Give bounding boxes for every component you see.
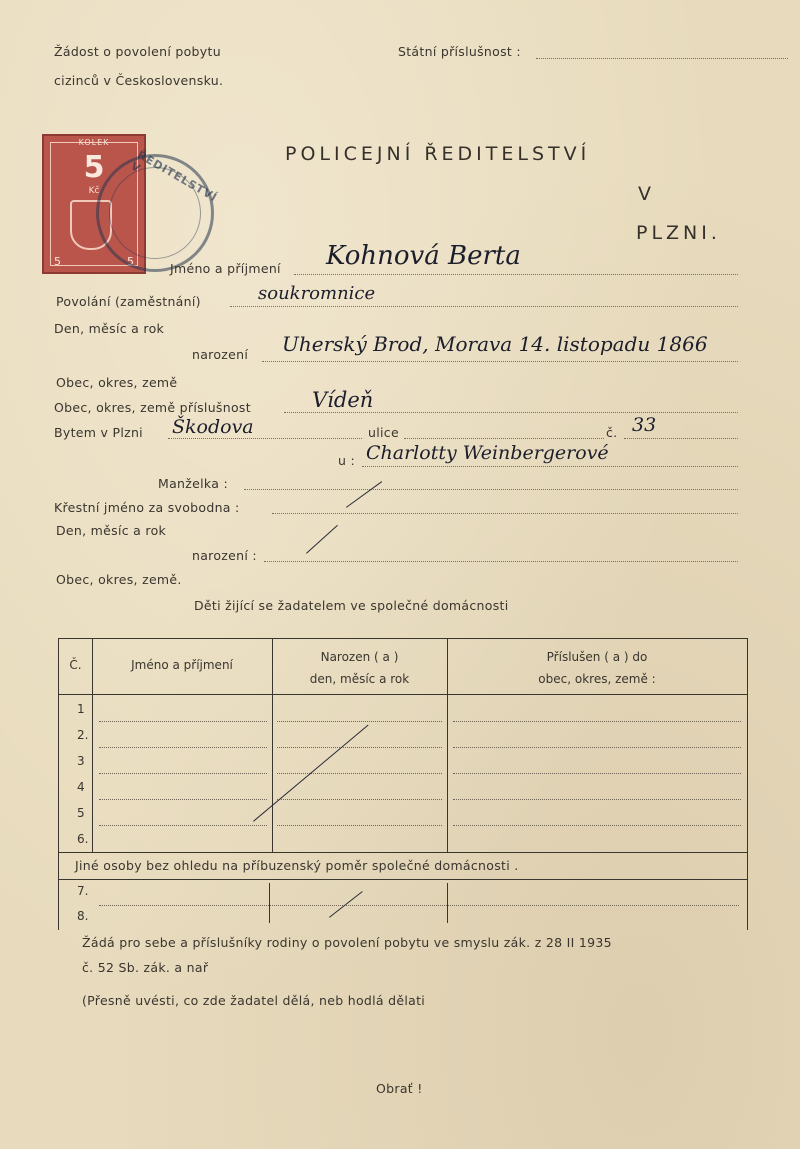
stamp-unit: Kč [88, 186, 100, 196]
stamp-corner-right: 5 [127, 255, 134, 268]
birth-label-line1: Den, měsíc a rok [54, 321, 165, 336]
citizenship-line [536, 58, 788, 59]
number-line [624, 438, 738, 439]
birth-line [262, 361, 738, 362]
others-divider-born [447, 883, 448, 923]
wife-label: Manželka : [158, 476, 228, 491]
home-value: Vídeň [312, 388, 374, 412]
table-row-line [99, 825, 267, 826]
home-line [284, 412, 738, 413]
residence-value: Škodova [172, 416, 254, 438]
header-rule [59, 694, 747, 695]
authority-title-city: PLZNI. [636, 222, 721, 244]
wife-birth-label-line2: narození : [192, 548, 257, 563]
table-row-line [277, 747, 442, 748]
col-header-born-line2: den, měsíc a rok [309, 672, 410, 686]
col-header-no: Č. [69, 658, 82, 672]
residence-label: Bytem v Plzni [54, 425, 143, 440]
table-row-line [277, 721, 442, 722]
table-row-line [99, 905, 739, 906]
table-row-line [277, 773, 442, 774]
home-label: Obec, okres, země příslušnost [54, 400, 251, 415]
birth-label-line2: narození [192, 347, 249, 362]
maiden-strike [346, 481, 382, 508]
col-header-born-line1: Narozen ( a ) [320, 650, 399, 664]
occupation-label: Povolání (zaměstnání) [56, 294, 201, 309]
col-header-home-line1: Příslušen ( a ) do [546, 650, 648, 664]
occupation-note: (Přesně uvésti, co zde žadatel dělá, neb hodlá dělati [82, 993, 426, 1008]
form-title-line2: cizinců v Československu. [54, 73, 224, 88]
occupation-line [230, 306, 738, 307]
birth-value: Uherský Brod, Morava 14. listopadu 1866 [282, 332, 708, 356]
children-table [58, 638, 748, 930]
street-line [404, 438, 604, 439]
seal-text: ŘEDITELSTVÍ V [128, 148, 220, 205]
form-title-line1: Žádost o povolení pobytu [54, 44, 221, 59]
stamp-top-text: KOLEK [78, 138, 110, 147]
table-row-number-8: 8. [77, 909, 89, 923]
table-row-line [453, 825, 741, 826]
table-row-line [453, 747, 741, 748]
at-line [362, 466, 738, 467]
citizenship-label: Státní příslušnost : [398, 44, 521, 59]
stamp-value: 5 [83, 150, 105, 185]
table-row-number-3: 3 [77, 754, 85, 768]
table-row-number-6: 6. [77, 832, 89, 846]
birth-place-label: Obec, okres, země [56, 375, 178, 390]
others-heading: Jiné osoby bez ohledu na příbuzenský poměr společné domácnosti . [75, 858, 519, 873]
table-row-line [453, 799, 741, 800]
maiden-label: Křestní jméno za svobodna : [54, 500, 240, 515]
number-value: 33 [632, 414, 657, 436]
table-row-number-4: 4 [77, 780, 85, 794]
number-label: č. [606, 425, 618, 440]
wife-place-label: Obec, okres, země. [56, 572, 182, 587]
table-row-number-5: 5 [77, 806, 85, 820]
table-row-line [453, 773, 741, 774]
official-seal [96, 148, 220, 272]
turn-over-note: Obrať ! [376, 1081, 423, 1096]
wife-birth-label-line1: Den, měsíc a rok [56, 523, 167, 538]
others-divider-name [269, 883, 270, 923]
col-header-home-line2: obec, okres, země : [538, 672, 656, 686]
wife-birth-strike [306, 525, 338, 554]
request-line1: Žádá pro sebe a příslušníky rodiny o povolení pobytu ve smyslu zák. z 28 II 1935 [82, 935, 612, 950]
authority-title-v: V [638, 183, 655, 205]
request-line2: č. 52 Sb. zák. a nař [82, 960, 209, 975]
table-row-number-2: 2. [77, 728, 89, 742]
table-row-line [99, 773, 267, 774]
table-row-number-7: 7. [77, 884, 89, 898]
residence-line [168, 438, 362, 439]
others-rule-top [59, 852, 747, 853]
name-value: Kohnová Berta [326, 241, 521, 271]
col-header-name: Jméno a příjmení [131, 658, 233, 672]
authority-title: POLICEJNÍ ŘEDITELSTVÍ [285, 143, 591, 165]
table-row-line [99, 799, 267, 800]
street-label: ulice [368, 425, 399, 440]
maiden-line [272, 513, 738, 514]
children-heading: Děti žijící se žadatelem ve společné domácnosti [194, 598, 509, 613]
name-line [294, 274, 738, 275]
table-row-line [453, 721, 741, 722]
stamp-corner-left: 5 [54, 255, 61, 268]
table-row-number-1: 1 [77, 702, 85, 716]
table-row-line [277, 825, 442, 826]
table-row-line [277, 799, 442, 800]
wife-birth-line [264, 561, 738, 562]
at-value: Charlotty Weinbergerové [366, 442, 609, 464]
table-row-line [99, 747, 267, 748]
occupation-value: soukromnice [258, 283, 376, 304]
others-rule-bottom [59, 879, 747, 880]
wife-line [244, 489, 738, 490]
at-label: u : [338, 453, 356, 468]
table-row-line [99, 721, 267, 722]
name-label: Jméno a příjmení [170, 261, 281, 276]
